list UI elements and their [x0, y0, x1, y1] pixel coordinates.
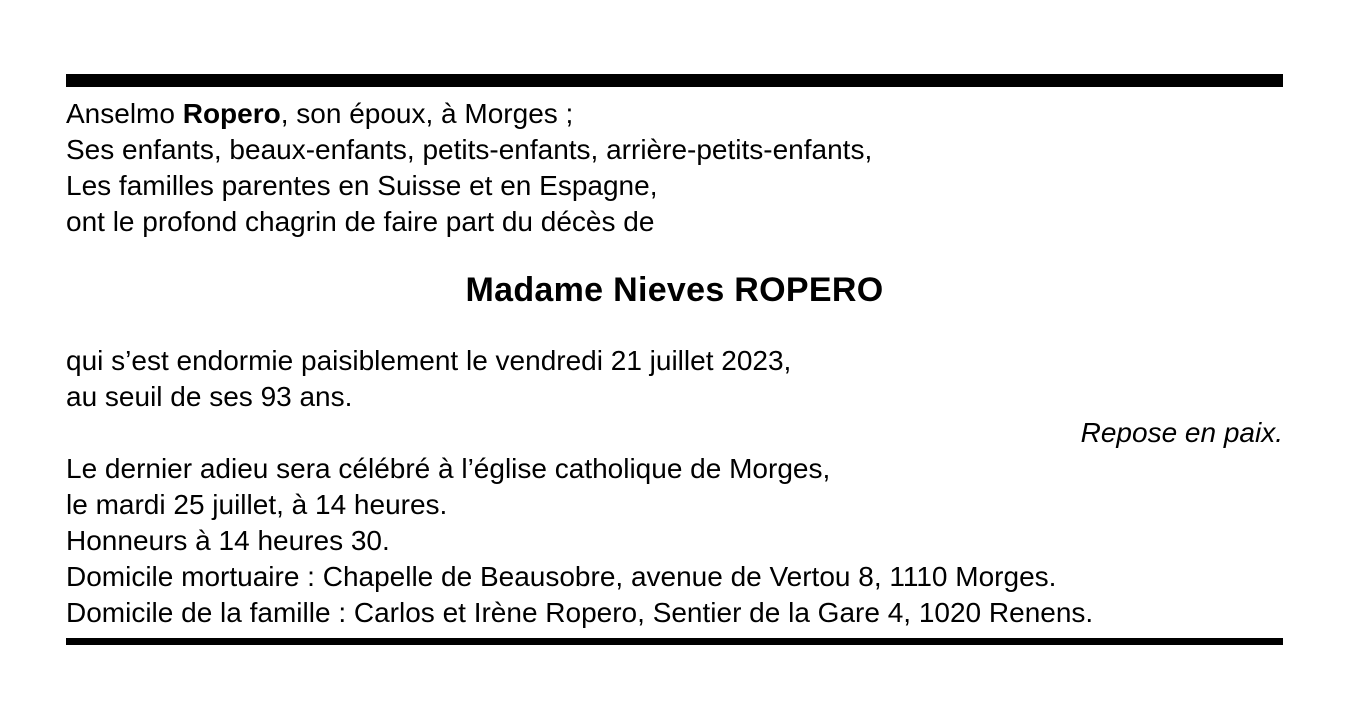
relatives-line: Les familles parentes en Suisse et en Espagne, [66, 170, 658, 201]
honors-line: Honneurs à 14 heures 30. [66, 525, 390, 556]
epitaph-line: Repose en paix. [1080, 417, 1283, 448]
announcement-line: ont le profond chagrin de faire part du décès de [66, 206, 655, 237]
family-address-line: Domicile de la famille : Carlos et Irène Ropero, Sentier de la Gare 4, 1020 Renens. [66, 597, 1094, 628]
death-line-1: qui s’est endormie paisiblement le vendredi 21 juillet 2023, [66, 345, 792, 376]
top-rule [66, 74, 1283, 87]
deceased-name-heading: Madame Nieves ROPERO [465, 271, 884, 309]
service-line: Le dernier adieu sera célébré à l’église catholique de Morges, [66, 453, 831, 484]
mortuary-address-line: Domicile mortuaire : Chapelle de Beausobre, avenue de Vertou 8, 1110 Morges. [66, 561, 1057, 592]
spouse-prefix: Anselmo [66, 98, 183, 129]
spouse-line [66, 96, 1283, 132]
spouse-suffix: , son époux, à Morges ; [280, 98, 574, 129]
death-notice-document [66, 74, 1283, 645]
family-paragraph [66, 96, 1283, 240]
service-date-line: le mardi 25 juillet, à 14 heures. [66, 489, 448, 520]
children-line: Ses enfants, beaux-enfants, petits-enfants, arrière-petits-enfants, [66, 134, 873, 165]
bottom-rule [66, 638, 1283, 645]
death-line-2: au seuil de ses 93 ans. [66, 381, 353, 412]
details-paragraph [66, 343, 1283, 631]
spouse-surname: Ropero [182, 98, 281, 129]
